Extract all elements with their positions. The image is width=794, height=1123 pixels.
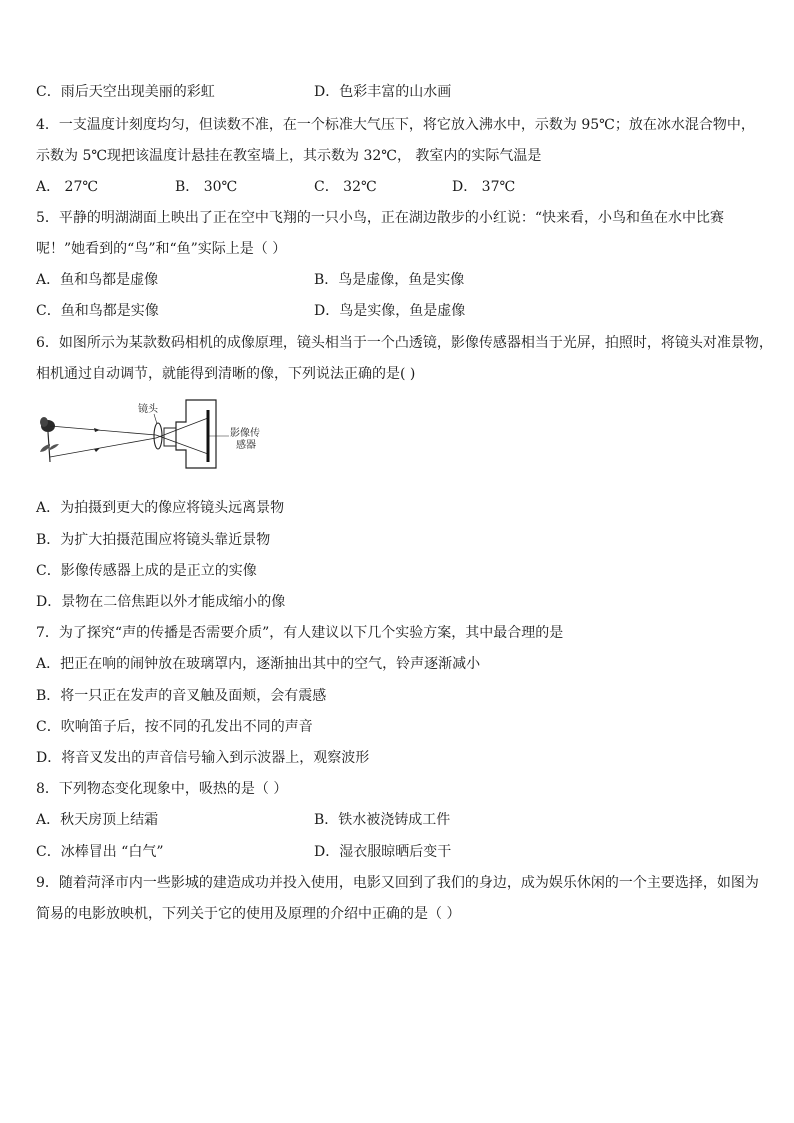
q4-option-b: B． 30℃ bbox=[175, 179, 238, 195]
ray-bottom-to-lens bbox=[50, 438, 156, 457]
q6-option-d: D．景物在二倍焦距以外才能成缩小的像 bbox=[36, 594, 286, 610]
q6-option-b: B．为扩大拍摄范围应将镜头靠近景物 bbox=[36, 532, 271, 548]
q5-stem-line-2: 呢！”她看到的“鸟”和“鱼”实际上是（ ） bbox=[36, 241, 287, 257]
q6-stem-line-2: 相机通过自动调节，就能得到清晰的像，下列说法正确的是( ) bbox=[36, 366, 416, 382]
q7-option-d: D．将音叉发出的声音信号输入到示波器上，观察波形 bbox=[36, 750, 370, 766]
q5-option-d: D．鸟是实像，鱼是虚像 bbox=[314, 303, 466, 319]
camera-body bbox=[176, 400, 216, 468]
q7-stem: 7．为了探究“声的传播是否需要介质”，有人建议以下几个实验方案，其中最合理的是 bbox=[36, 625, 564, 641]
q3-option-c: C．雨后天空出现美丽的彩虹 bbox=[36, 84, 215, 100]
q6-option-c: C．影像传感器上成的是正立的实像 bbox=[36, 563, 257, 579]
q3-option-d: D．色彩丰富的山水画 bbox=[314, 84, 452, 100]
sensor-label-line-1: 影像传 bbox=[230, 428, 260, 439]
q7-option-c: C．吹响笛子后，按不同的孔发出不同的声音 bbox=[36, 719, 313, 735]
q5-option-b: B．鸟是虚像，鱼是实像 bbox=[314, 272, 465, 288]
lens-label: 镜头 bbox=[138, 404, 158, 415]
camera-imaging-diagram bbox=[36, 392, 276, 472]
sensor-label-line-2: 感器 bbox=[236, 440, 256, 451]
q5-stem-line-1: 5．平静的明湖湖面上映出了正在空中飞翔的一只小鸟，正在湖边散步的小红说：“快来看，小鸟和鱼在水中比赛 bbox=[36, 210, 725, 226]
q4-option-a: A． 27℃ bbox=[36, 179, 99, 195]
q4-option-c: C． 32℃ bbox=[314, 179, 377, 195]
q5-option-c: C．鱼和鸟都是实像 bbox=[36, 303, 159, 319]
q7-option-a: A．把正在响的闹钟放在玻璃罩内，逐渐抽出其中的空气，铃声逐渐减小 bbox=[36, 656, 481, 672]
flower-icon bbox=[40, 417, 59, 462]
q8-option-d: D．湿衣服晾晒后变干 bbox=[314, 844, 452, 860]
q4-option-d: D． 37℃ bbox=[452, 179, 516, 195]
q8-stem: 8．下列物态变化现象中，吸热的是（ ） bbox=[36, 781, 288, 797]
q8-option-a: A．秋天房顶上结霜 bbox=[36, 812, 159, 828]
q4-stem-line-2: 示数为 5℃现把该温度计悬挂在教室墙上，其示数为 32℃， 教室内的实际气温是 bbox=[36, 148, 542, 164]
q7-option-b: B．将一只正在发声的音叉触及面颊，会有震感 bbox=[36, 688, 327, 704]
q8-option-b: B．铁水被浇铸成工件 bbox=[314, 812, 451, 828]
ray-top-to-lens bbox=[50, 426, 156, 435]
q8-option-c: C．冰棒冒出 “白气” bbox=[36, 844, 164, 860]
q6-option-a: A．为拍摄到更大的像应将镜头远离景物 bbox=[36, 500, 285, 516]
q9-stem-line-1: 9．随着菏泽市内一些影城的建造成功并投入使用，电影又回到了我们的身边，成为娱乐休闲的一个主要选择，如图为 bbox=[36, 875, 759, 891]
q5-option-a: A．鱼和鸟都是虚像 bbox=[36, 272, 159, 288]
q9-stem-line-2: 简易的电影放映机，下列关于它的使用及原理的介绍中正确的是（ ） bbox=[36, 906, 461, 922]
q4-stem-line-1: 4．一支温度计刻度均匀，但读数不准，在一个标准大气压下，将它放入沸水中，示数为 95℃；放在冰水混合物中， bbox=[36, 117, 755, 133]
q6-stem-line-1: 6．如图所示为某款数码相机的成像原理，镜头相当于一个凸透镜，影像传感器相当于光屏，拍照时，将镜头对准景物， bbox=[36, 335, 773, 351]
